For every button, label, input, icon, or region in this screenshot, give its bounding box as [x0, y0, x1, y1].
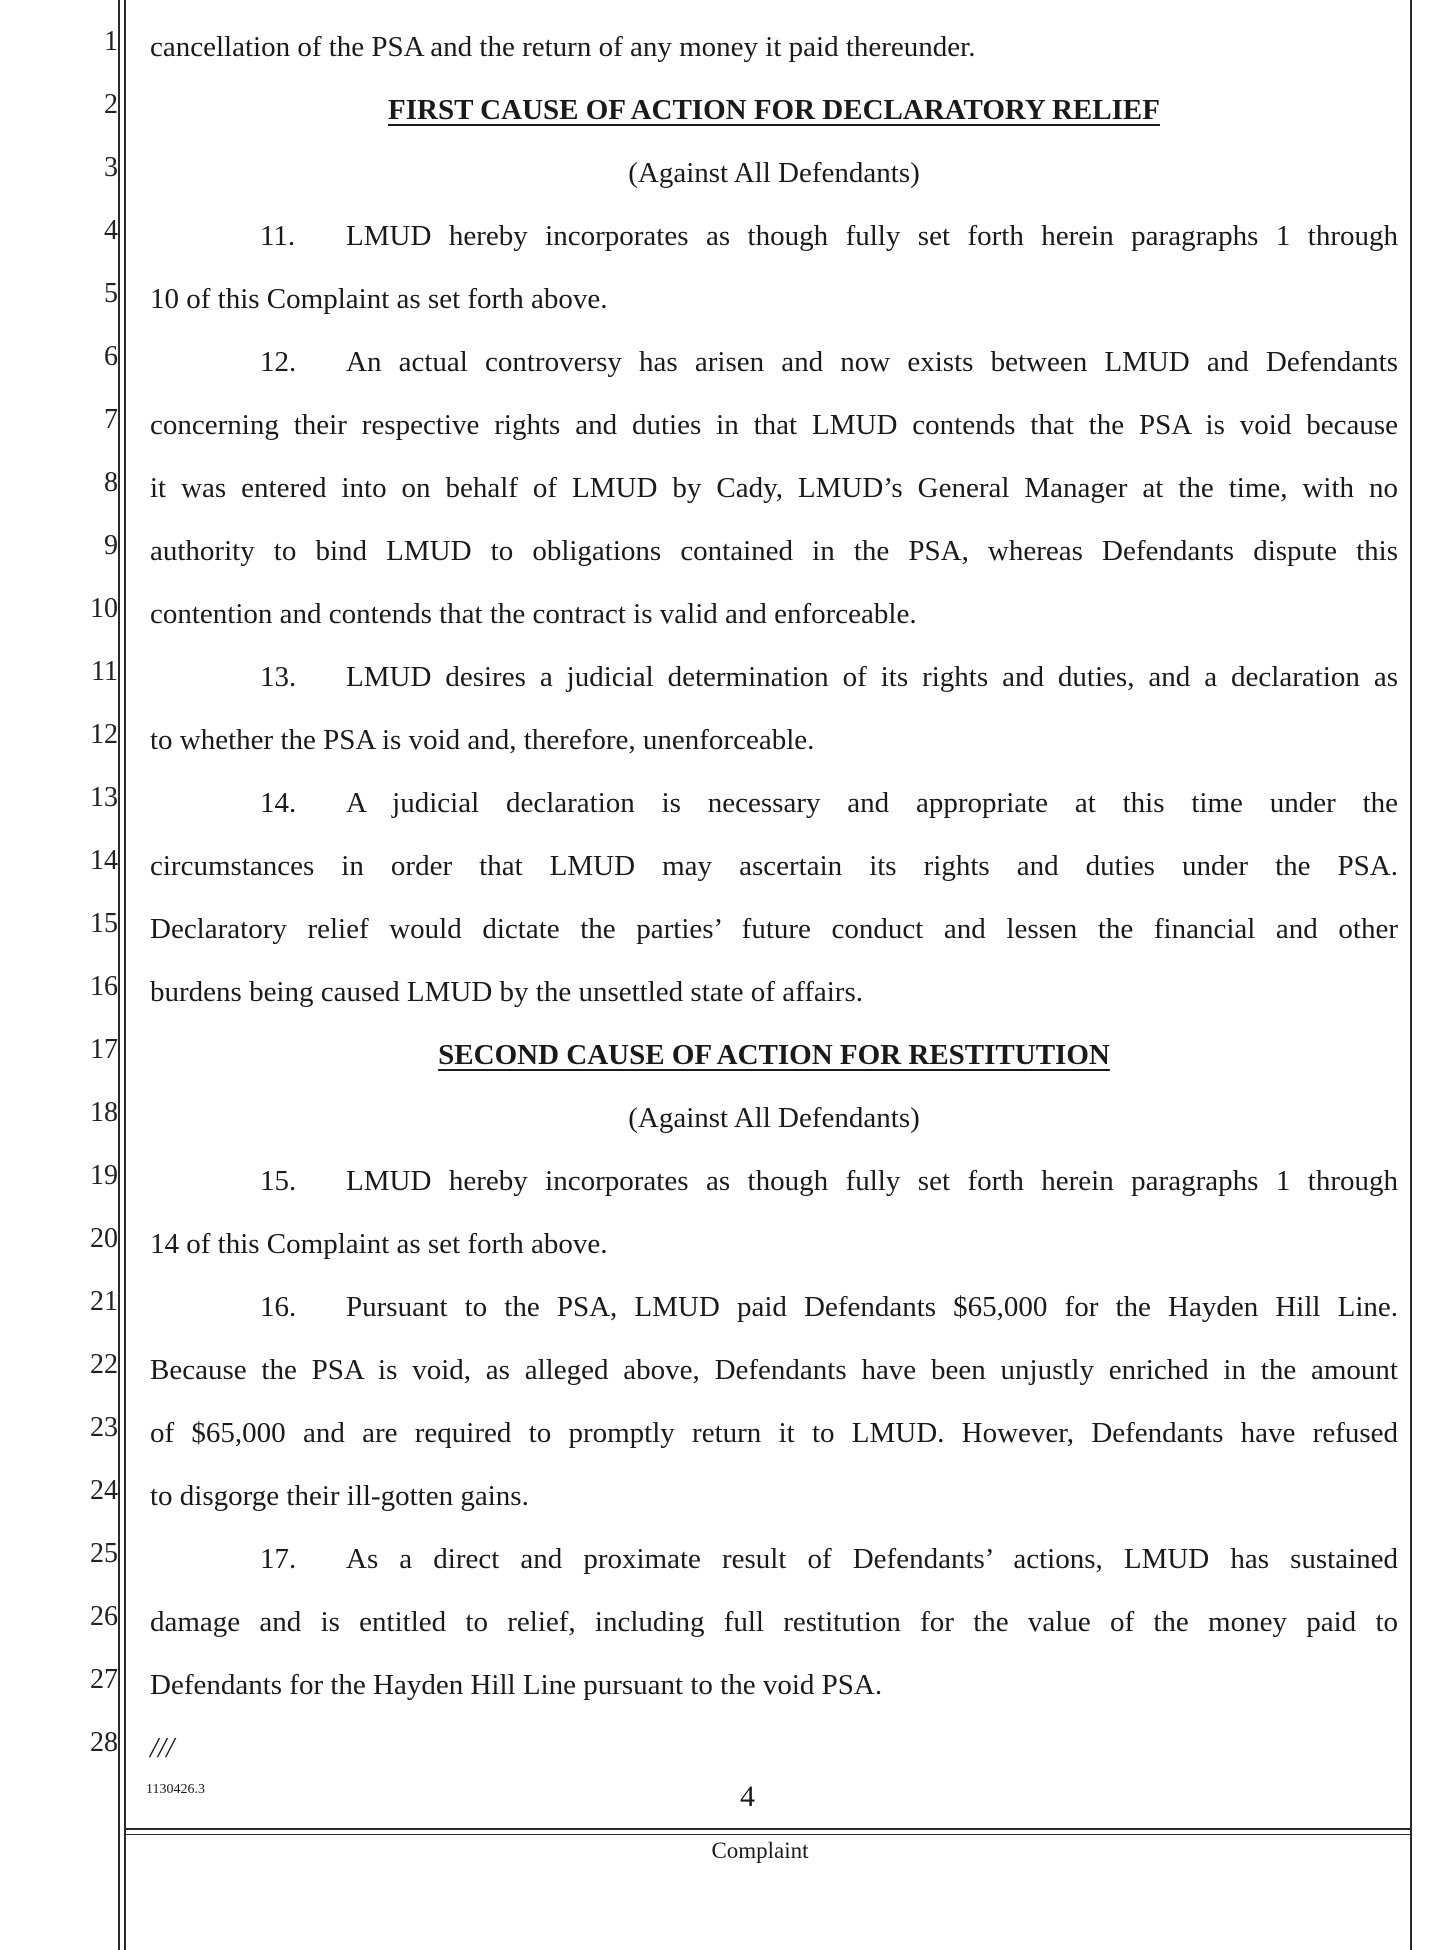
- paragraph-16-line-1: [150, 1290, 1398, 1324]
- line-number: 4: [104, 215, 118, 246]
- paragraph-14-line-4: burdens being caused LMUD by the unsettled state of affairs.: [150, 976, 863, 1008]
- line-number: 10: [90, 593, 118, 624]
- line-number: 21: [90, 1286, 118, 1317]
- paragraph-16-line-3: of $65,000 and are required to promptly return it to LMUD. However, Defendants have refused: [150, 1417, 1398, 1449]
- line-number: 9: [104, 530, 118, 561]
- line-number: 14: [90, 845, 118, 876]
- document-id: 1130426.3: [146, 1782, 205, 1797]
- paragraph-17-line-3: Defendants for the Hayden Hill Line pursuant to the void PSA.: [150, 1669, 883, 1701]
- line-number: 13: [90, 782, 118, 813]
- paragraph-11-line-1: [150, 219, 1398, 253]
- paragraph-16-line-2: Because the PSA is void, as alleged above, Defendants have been unjustly enriched in the amount: [150, 1354, 1398, 1386]
- footer-document-title: Complaint: [711, 1838, 809, 1863]
- line-number: 26: [90, 1601, 118, 1632]
- paragraph-number: 14.: [260, 787, 297, 819]
- line-number: 23: [90, 1412, 118, 1443]
- paragraph-12-line-2: concerning their respective rights and duties in that LMUD contends that the PSA is void because: [150, 409, 1398, 441]
- paragraph-number: 16.: [260, 1291, 297, 1323]
- second-cause-heading: SECOND CAUSE OF ACTION FOR RESTITUTION: [438, 1039, 1110, 1071]
- paragraph-17-line-1: [150, 1542, 1398, 1576]
- paragraph-14-line-3: Declaratory relief would dictate the parties’ future conduct and lessen the financial and other: [150, 913, 1398, 945]
- line-number: 20: [90, 1223, 118, 1254]
- footer-rule-lower: [126, 1834, 1410, 1835]
- line-number: 19: [90, 1160, 118, 1191]
- paragraph-text: LMUD desires a judicial determination of its rights and duties, and a declaration as: [346, 661, 1398, 693]
- line-number: 22: [90, 1349, 118, 1380]
- line-number: 3: [104, 152, 118, 183]
- paragraph-13-line-2: to whether the PSA is void and, therefore, unenforceable.: [150, 724, 815, 756]
- right-margin-rule: [1410, 0, 1412, 1950]
- paragraph-text: LMUD hereby incorporates as though fully set forth herein paragraphs 1 through: [346, 1165, 1398, 1197]
- line-number: 15: [90, 908, 118, 939]
- left-margin-rule-inner: [124, 0, 126, 1950]
- paragraph-12-line-1: [150, 345, 1398, 379]
- paragraph-15-line-2: 14 of this Complaint as set forth above.: [150, 1228, 608, 1260]
- against-defendants-2: (Against All Defendants): [628, 1102, 920, 1134]
- line-number: 2: [104, 89, 118, 120]
- paragraph-14-line-1: [150, 786, 1398, 820]
- line-number: 27: [90, 1664, 118, 1695]
- paragraph-16-line-4: to disgorge their ill-gotten gains.: [150, 1480, 529, 1512]
- line-number: 8: [104, 467, 118, 498]
- against-defendants-1: (Against All Defendants): [628, 157, 920, 189]
- continued-text: cancellation of the PSA and the return of any money it paid thereunder.: [150, 31, 976, 63]
- line-number: 1: [104, 26, 118, 57]
- paragraph-number: 17.: [260, 1543, 297, 1575]
- paragraph-number: 13.: [260, 661, 297, 693]
- page-number: 4: [740, 1780, 755, 1813]
- line-number: 12: [90, 719, 118, 750]
- left-margin-rule-outer: [118, 0, 120, 1950]
- footer-rule: [126, 1828, 1410, 1830]
- paragraph-12-line-4: authority to bind LMUD to obligations contained in the PSA, whereas Defendants dispute this: [150, 535, 1398, 567]
- paragraph-number: 15.: [260, 1165, 297, 1197]
- line-number: 17: [90, 1034, 118, 1065]
- line-number: 16: [90, 971, 118, 1002]
- paragraph-15-line-1: [150, 1164, 1398, 1198]
- paragraph-14-line-2: circumstances in order that LMUD may ascertain its rights and duties under the PSA.: [150, 850, 1398, 882]
- line-number: 18: [90, 1097, 118, 1128]
- continuation-marker: ///: [150, 1732, 175, 1764]
- paragraph-12-line-3: it was entered into on behalf of LMUD by Cady, LMUD’s General Manager at the time, with no: [150, 472, 1398, 504]
- paragraph-number: 11.: [260, 220, 296, 252]
- paragraph-12-line-5: contention and contends that the contract is valid and enforceable.: [150, 598, 917, 630]
- paragraph-17-line-2: damage and is entitled to relief, including full restitution for the value of the money paid to: [150, 1606, 1398, 1638]
- line-number: 7: [104, 404, 118, 435]
- paragraph-text: An actual controversy has arisen and now exists between LMUD and Defendants: [346, 346, 1398, 378]
- paragraph-text: A judicial declaration is necessary and appropriate at this time under the: [346, 787, 1398, 819]
- line-number: 28: [90, 1727, 118, 1758]
- line-number: 11: [91, 656, 118, 687]
- paragraph-number: 12.: [260, 346, 297, 378]
- first-cause-heading: FIRST CAUSE OF ACTION FOR DECLARATORY RELIEF: [388, 94, 1160, 126]
- line-number: 25: [90, 1538, 118, 1569]
- paragraph-13-line-1: [150, 660, 1398, 694]
- paragraph-text: Pursuant to the PSA, LMUD paid Defendants $65,000 for the Hayden Hill Line.: [346, 1291, 1398, 1323]
- paragraph-11-line-2: 10 of this Complaint as set forth above.: [150, 283, 608, 315]
- paragraph-text: As a direct and proximate result of Defendants’ actions, LMUD has sustained: [346, 1543, 1398, 1575]
- line-number: 6: [104, 341, 118, 372]
- paragraph-text: LMUD hereby incorporates as though fully set forth herein paragraphs 1 through: [346, 220, 1398, 252]
- line-number: 24: [90, 1475, 118, 1506]
- line-number: 5: [104, 278, 118, 309]
